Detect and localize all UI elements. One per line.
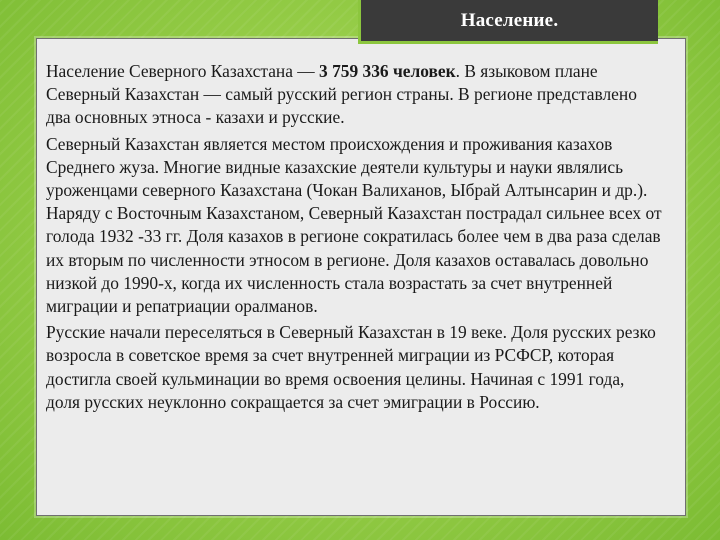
slide-title [358,0,658,44]
paragraph-population-intro: Население Северного Казахстана — [46,61,320,81]
body-text [46,60,662,417]
paragraph-kazakhs: Северный Казахстан является местом происхождения и проживания казахов Среднего жуза. Многие видные казахские деятели культуры и науки являлись уроженцами северного Казахстана (Чокан Валиханов, Ыбрай Алтынсарин и др.). Наряду с Восточным Казахстаном, Северный Казахстан пострадал сильнее всех от голода 1932 -33 гг. Доля казахов в регионе сократилась более чем в два раза сделав их вторым по численности этносом в регионе. Доля казахов оставалась довольно низкой до 1990-х, когда их численность стала возрастать за счет внутренней миграции и репатриации оралманов. [46,133,662,317]
paragraph-russians: Русские начали переселяться в Северный Казахстан в 19 веке. Доля русских резко возросла в советское время за счет внутренней миграции из РСФСР, которая достигла своей кульминации во время освоения целины. Начиная с 1991 года, доля русских неуклонно сокращается за счет эмиграции в Россию. [46,322,656,412]
paragraph-population-rest: . В языковом плане Северный Казахстан — самый русский регион страны. В регионе представлено два основных этноса - казахи и русские. [46,61,637,128]
paragraph-population [46,60,662,130]
slide-title-text: Население. [460,9,559,31]
population-count: 3 759 336 человек [319,61,456,81]
